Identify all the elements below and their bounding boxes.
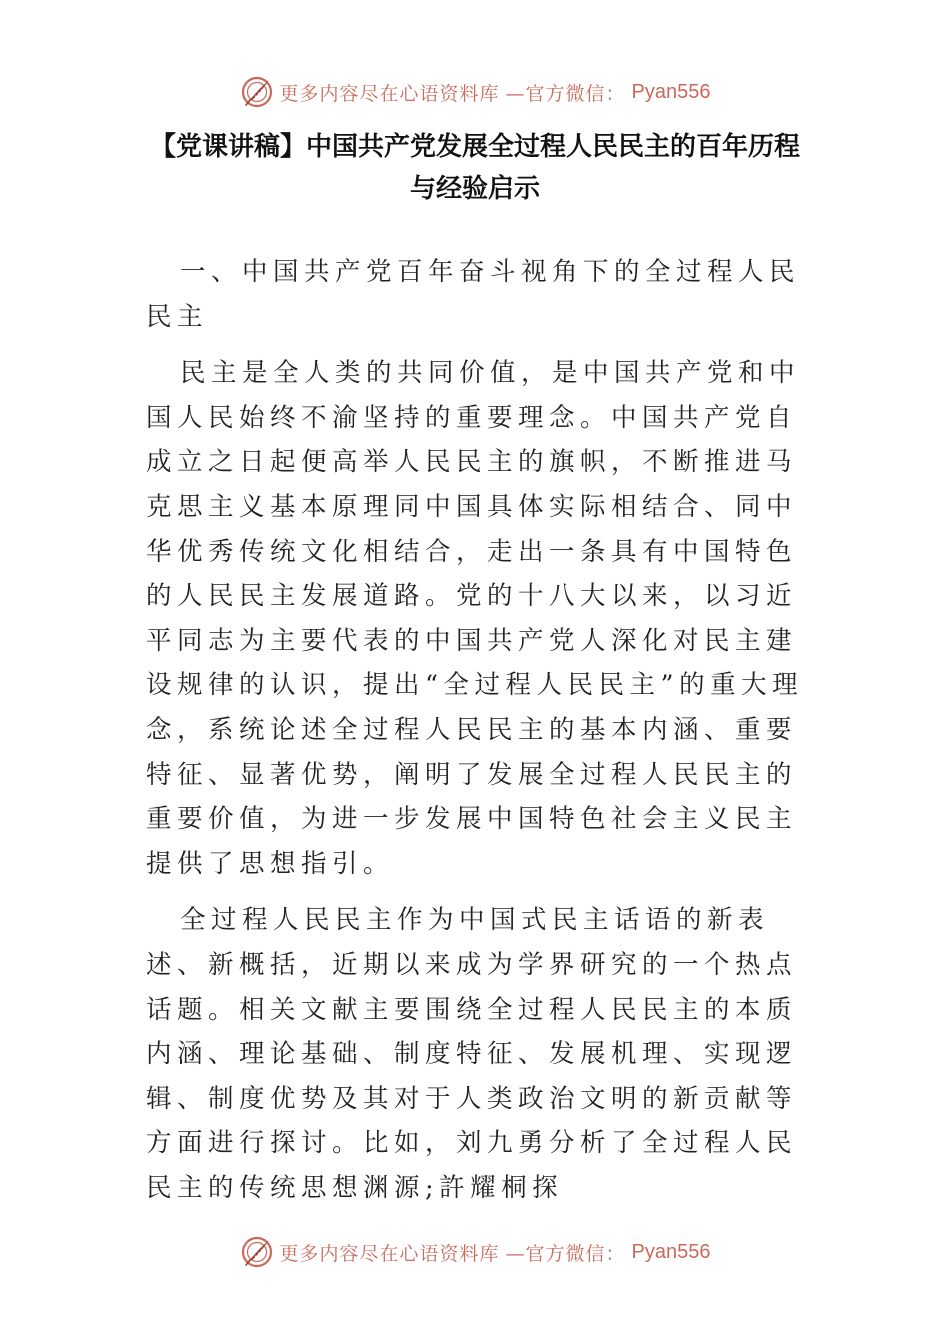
body-paragraph: 全过程人民民主作为中国式民主话语的新表述、新概括，近期以来成为学界研究的一个热点话题。相关文献主要围绕全过程人民民主的本质内涵、理论基础、制度特征、发展机理、实现逻辑、制度优势及其对于人类政治文明的新贡献等方面进行探讨。比如，刘九勇分析了全过程人民民主的传统思想渊源;許耀桐探	[146, 905, 798, 1203]
banner-wechat-id: Pyan556	[631, 1240, 711, 1263]
quill-feather-logo-icon	[240, 75, 274, 109]
banner-slogan: 更多内容尽在心语资料库	[279, 82, 500, 105]
banner-contact-label: —官方微信：	[505, 82, 626, 105]
banner-slogan: 更多内容尽在心语资料库	[279, 1242, 500, 1265]
body-paragraph: 民主是全人类的共同价值，是中国共产党和中国人民始终不渝坚持的重要理念。中国共产党自成立之日起便高举人民民主的旗帜，不断推进马克思主义基本原理同中国具体实际相结合、同中华优秀传统文化相结合，走出一条具有中国特色的人民民主发展道路。党的十八大以来，以习近平同志为主要代表的中国共产党人深化对民主建设规律的认识，提出“全过程人民民主”的重大理念，系统论述全过程人民民主的基本内涵、重要特征、显著优势，阐明了发展全过程人民民主的重要价值，为进一步发展中国特色社会主义民主提供了思想指引。	[146, 358, 804, 879]
section-heading: 一、中国共产党百年奋斗视角下的全过程人民民主	[146, 257, 801, 332]
document-body	[146, 250, 810, 1222]
banner-wechat-id: Pyan556	[631, 80, 711, 103]
footer-banner	[0, 1232, 950, 1272]
banner-contact-label: —官方微信：	[505, 1242, 626, 1265]
document-title: 【党课讲稿】中国共产党发展全过程人民民主的百年历程与经验启示	[149, 132, 800, 204]
quill-feather-logo-icon	[240, 1235, 274, 1269]
header-banner	[0, 72, 950, 112]
